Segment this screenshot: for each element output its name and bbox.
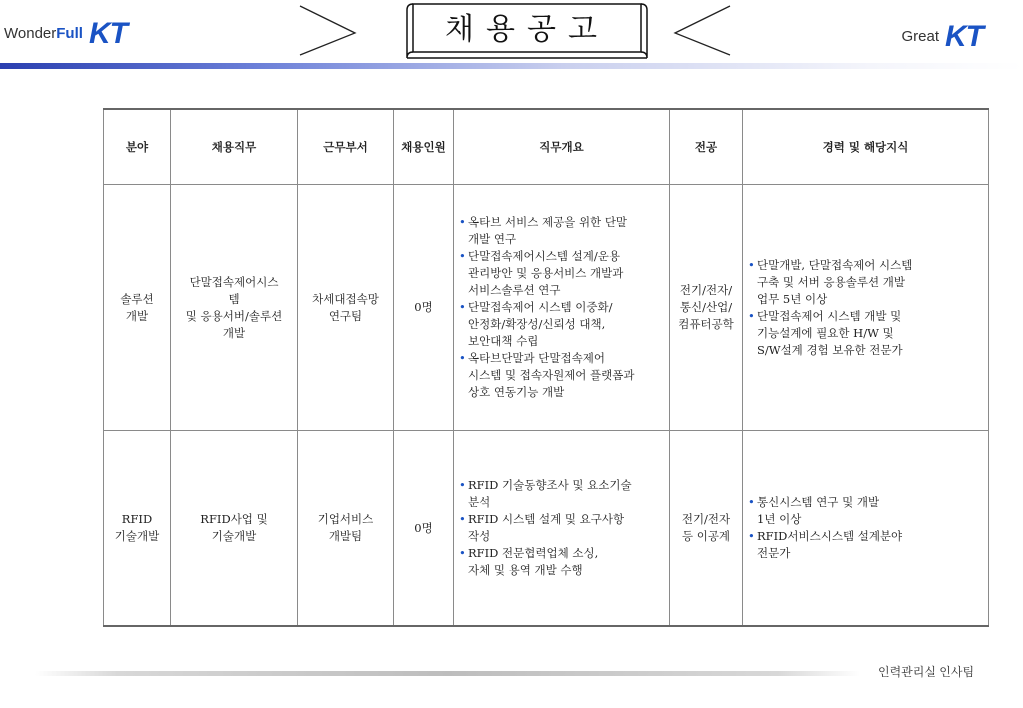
header-department: 근무부서 bbox=[298, 109, 394, 185]
field-cell: RFID 기술개발 bbox=[104, 431, 171, 627]
summary-item: • 옥타브단말과 단말접속제어 시스템 및 접속자원제어 플랫폼과 상호 연동기능 개발 bbox=[459, 350, 665, 401]
experience-item: • 단말접속제어 시스템 개발 및 기능설계에 필요한 H/W 및 S/W설계 경험 보유한 전문가 bbox=[748, 308, 984, 359]
department-cell: 기업서비스 개발팀 bbox=[298, 431, 394, 627]
brand-left-prefix: Wonder bbox=[4, 25, 57, 42]
summary-cell bbox=[454, 185, 670, 431]
recruitment-table bbox=[103, 108, 989, 627]
brand-left-highlight: Full bbox=[56, 25, 83, 42]
table-row bbox=[104, 431, 989, 627]
experience-item: • RFID서비스시스템 설계분야 전문가 bbox=[748, 528, 984, 562]
summary-cell bbox=[454, 431, 670, 627]
field-cell: 솔루션 개발 bbox=[104, 185, 171, 431]
table-header-row bbox=[104, 109, 989, 185]
great-kt-logo bbox=[901, 20, 983, 54]
summary-item: • RFID 시스템 설계 및 요구사항 작성 bbox=[459, 511, 665, 545]
header-headcount: 채용인원 bbox=[394, 109, 454, 185]
headcount-cell: 0명 bbox=[394, 431, 454, 627]
experience-cell bbox=[743, 431, 989, 627]
job-cell: RFID사업 및 기술개발 bbox=[171, 431, 298, 627]
kt-logo-right: KT bbox=[945, 20, 983, 53]
major-cell: 전기/전자/ 통신/산업/ 컴퓨터공학 bbox=[670, 185, 743, 431]
department-cell: 차세대접속망 연구팀 bbox=[298, 185, 394, 431]
summary-item: • RFID 전문협력업체 소싱, 자체 및 용역 개발 수행 bbox=[459, 545, 665, 579]
footer-divider bbox=[35, 671, 860, 676]
major-cell: 전기/전자 등 이공계 bbox=[670, 431, 743, 627]
headcount-cell: 0명 bbox=[394, 185, 454, 431]
header-field: 분야 bbox=[104, 109, 171, 185]
header-summary: 직무개요 bbox=[454, 109, 670, 185]
footer-department: 인력관리실 인사팀 bbox=[878, 665, 975, 679]
kt-logo-left: KT bbox=[88, 17, 127, 50]
summary-item: • 단말접속제어 시스템 이중화/ 안정화/확장성/신뢰성 대책, 보안대책 수립 bbox=[459, 299, 665, 350]
experience-item: • 통신시스템 연구 및 개발 1년 이상 bbox=[748, 494, 984, 528]
header-experience: 경력 및 해당지식 bbox=[743, 109, 989, 185]
job-cell: 단말접속제어시스 템 및 응용서버/솔루션 개발 bbox=[171, 185, 298, 431]
page-title: 채용공고 bbox=[445, 12, 609, 47]
experience-cell bbox=[743, 185, 989, 431]
summary-item: • 옥타브 서비스 제공을 위한 단말 개발 연구 bbox=[459, 214, 665, 248]
header-major: 전공 bbox=[670, 109, 743, 185]
wonderfull-kt-logo bbox=[4, 17, 127, 51]
table-row bbox=[104, 185, 989, 431]
header-job: 채용직무 bbox=[171, 109, 298, 185]
header-gradient-bar bbox=[0, 63, 1023, 69]
summary-item: • 단말접속제어시스템 설계/운용 관리방안 및 응용서비스 개발과 서비스솔루션 연구 bbox=[459, 248, 665, 299]
summary-item: • RFID 기술동향조사 및 요소기술 분석 bbox=[459, 477, 665, 511]
brand-right-prefix: Great bbox=[901, 28, 939, 45]
experience-item: • 단말개발, 단말접속제어 시스템 구축 및 서버 응용솔루션 개발 업무 5년 이상 bbox=[748, 257, 984, 308]
